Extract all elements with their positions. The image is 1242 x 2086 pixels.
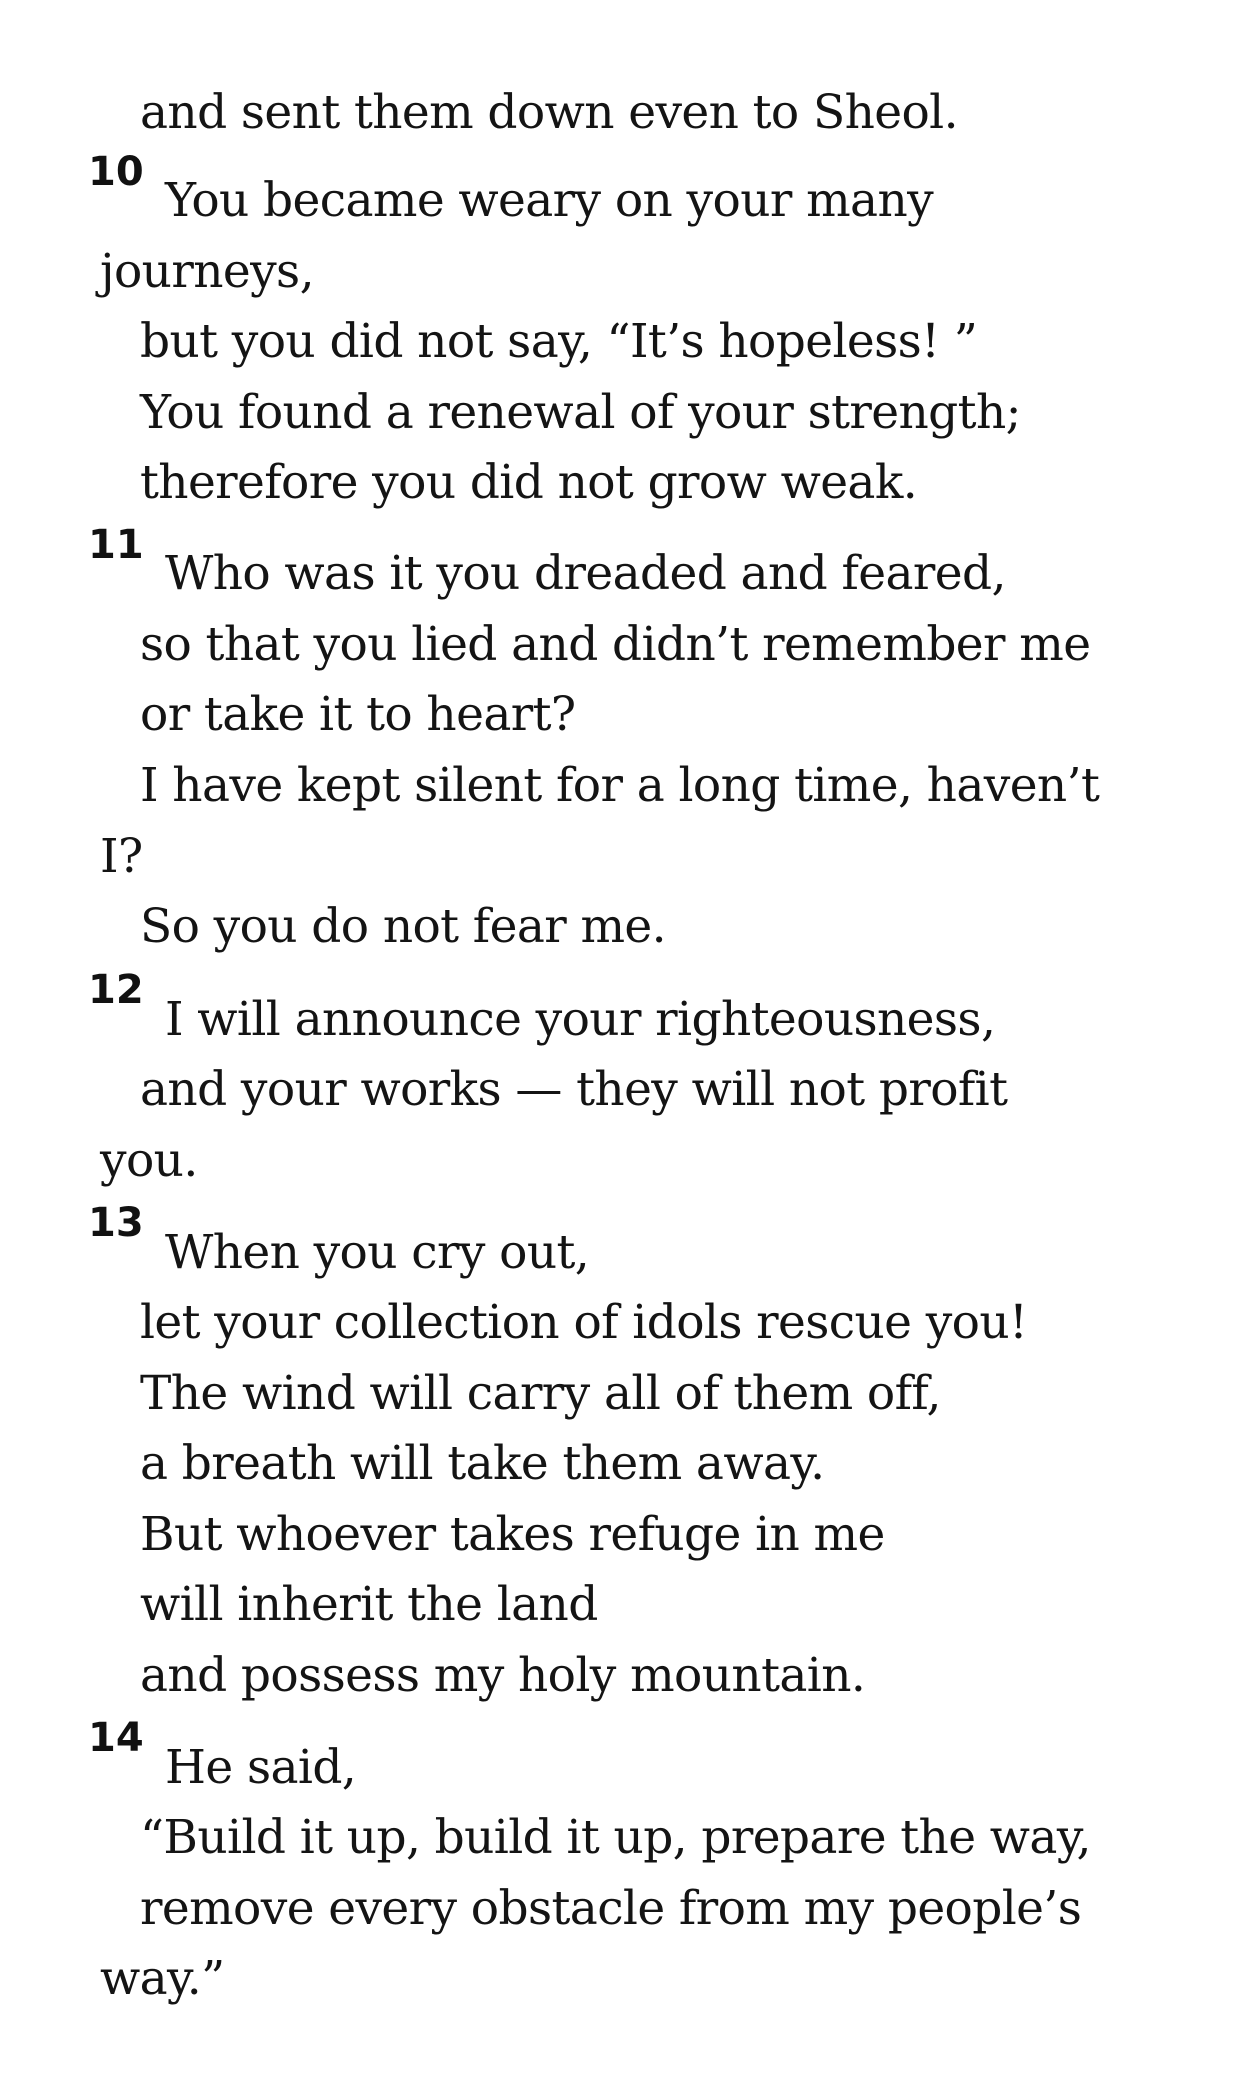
poetry-line: and possess my holy mountain.	[140, 1648, 866, 1703]
poetry-line: or take it to heart?	[140, 687, 576, 742]
poetry-line: way.”	[100, 1951, 225, 2006]
poetry-line: remove every obstacle from my people’s	[140, 1881, 1082, 1936]
poetry-line: and sent them down even to Sheol.	[140, 85, 958, 140]
poetry-line: therefore you did not grow weak.	[140, 455, 918, 510]
poetry-line: But whoever takes refuge in me	[140, 1507, 885, 1562]
poetry-line: so that you lied and didn’t remember me	[140, 617, 1091, 672]
poetry-line: I?	[100, 829, 143, 884]
poetry-line: You found a renewal of your strength;	[140, 385, 1021, 440]
poetry-line: will inherit the land	[140, 1577, 598, 1632]
verse-number: 13	[88, 1200, 144, 1246]
poetry-line: Who was it you dreaded and feared,	[165, 546, 1006, 601]
poetry-line: The wind will carry all of them off,	[140, 1366, 941, 1421]
poetry-line: and your works — they will not profit	[140, 1062, 1008, 1117]
poetry-line: “Build it up, build it up, prepare the way,	[140, 1810, 1091, 1865]
poetry-line: you.	[100, 1133, 198, 1188]
poetry-line: I have kept silent for a long time, haven’t	[140, 758, 1100, 813]
poetry-line: You became weary on your many	[165, 173, 934, 228]
poetry-line: journeys,	[100, 244, 314, 299]
poetry-line: a breath will take them away.	[140, 1436, 825, 1491]
verse-number: 10	[88, 149, 144, 195]
verse-number: 11	[88, 522, 144, 568]
poetry-line: let your collection of idols rescue you!	[140, 1295, 1028, 1350]
poetry-line: When you cry out,	[165, 1225, 590, 1280]
verse-number: 12	[88, 967, 144, 1013]
poetry-line: but you did not say, “It’s hopeless! ”	[140, 314, 978, 369]
poetry-line: I will announce your righteousness,	[165, 992, 996, 1047]
verse-number: 14	[88, 1715, 144, 1761]
poetry-line: So you do not fear me.	[140, 899, 666, 954]
poetry-line: He said,	[165, 1740, 357, 1795]
